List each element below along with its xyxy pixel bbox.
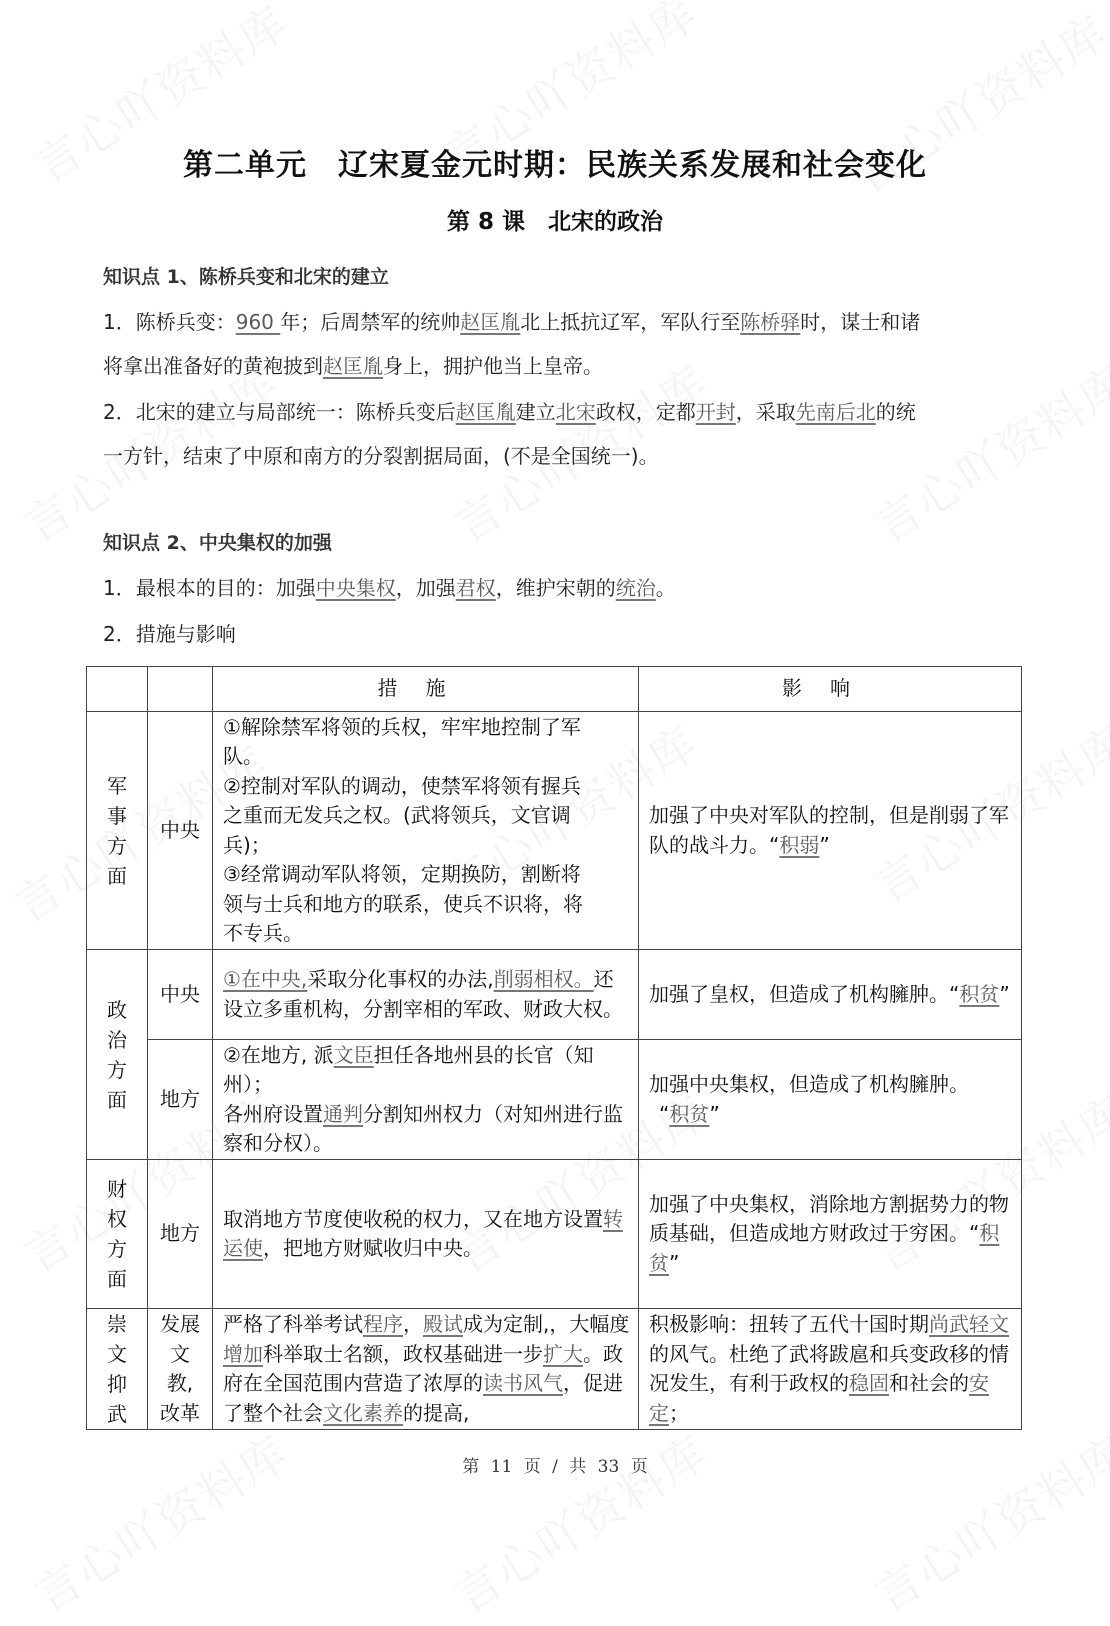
answer-blank: 程序 xyxy=(363,1312,403,1336)
measure-cell-culture xyxy=(213,1309,639,1430)
category-cell-politics xyxy=(87,950,148,1160)
impact-cell-politics-central xyxy=(639,950,1022,1040)
text: 取消地方节度使收税的权力，又在地方设置 xyxy=(223,1206,603,1231)
impact-cell-military xyxy=(639,712,1022,950)
text: 政权，定都 xyxy=(595,400,696,424)
watermark xyxy=(860,1417,1110,1626)
answer-blank: 削弱相权。 xyxy=(493,967,594,991)
category-char: 军 xyxy=(107,773,127,798)
text: 各州府设置 xyxy=(223,1101,323,1126)
category-char: 面 xyxy=(107,1267,127,1291)
answer-blank: 先南后北 xyxy=(795,400,876,424)
measure-line: 领与士兵和地方的联系，使兵不识将，将 xyxy=(223,891,583,916)
category-char: 方 xyxy=(107,833,127,858)
text: 1．陈桥兵变： xyxy=(103,310,236,334)
impact-cell-finance xyxy=(639,1160,1022,1309)
text: 将拿出准备好的黄袍披到 xyxy=(103,354,323,378)
measure-cell-military xyxy=(213,712,639,950)
text: ，采取 xyxy=(735,400,796,424)
text: 建立 xyxy=(515,400,556,424)
answer-blank: ①在中央, xyxy=(223,967,308,991)
text: ” xyxy=(669,1250,680,1275)
answer-blank: 殿试 xyxy=(423,1312,463,1336)
answer-blank: 积贫 xyxy=(669,1101,710,1126)
measure-cell-finance xyxy=(213,1160,639,1309)
text: 加强了中央对军队的控制，但是削弱了军队的战斗力。“ xyxy=(649,803,1009,857)
answer-blank: 960 xyxy=(235,310,281,334)
answer-blank: 积弱 xyxy=(779,832,820,857)
answer-blank: 积贫 xyxy=(649,1221,1000,1275)
text: 加强了中央集权，消除地方割据势力的物质基础，但造成地方财政过于穷困。“ xyxy=(649,1191,1009,1246)
measure-line: 队。 xyxy=(223,744,263,768)
kp1-item1-line1 xyxy=(103,306,920,335)
answer-blank: 文臣 xyxy=(333,1042,374,1067)
text: 严格了科举考试 xyxy=(223,1312,363,1336)
table-row-finance xyxy=(87,1160,1022,1309)
answer-blank: 尚武轻文 xyxy=(929,1312,1009,1336)
measure-line: ①解除禁军将领的兵权，牢牢地控制了军 xyxy=(223,714,581,739)
text: 。 xyxy=(655,576,676,600)
text: 担任各地州县的长官（知州）； xyxy=(223,1042,594,1096)
answer-blank: 开封 xyxy=(695,400,736,424)
level-line: 文 xyxy=(170,1341,190,1366)
text: 2．北宋的建立与局部统一：陈桥兵变后 xyxy=(103,400,456,424)
answer-blank: 统治 xyxy=(615,576,656,600)
text: ” xyxy=(999,981,1010,1006)
answer-blank: 增加 xyxy=(223,1341,263,1366)
header-cell-measures: 措施 xyxy=(213,667,639,712)
answer-blank: 赵匡胤 xyxy=(460,310,521,334)
answer-blank: 文化素养 xyxy=(323,1400,403,1425)
kp2-item2: 2．措施与影响 xyxy=(103,622,236,646)
impact-cell-culture xyxy=(639,1309,1022,1430)
text: 时，谋士和诸 xyxy=(800,310,921,334)
category-char: 方 xyxy=(107,1057,127,1082)
text: ②在地方, 派 xyxy=(223,1042,334,1067)
category-char: 面 xyxy=(107,1087,127,1112)
text: ，维护宋朝的 xyxy=(495,576,616,600)
page-number-footer: 第 11 页 / 共 33 页 xyxy=(462,1457,648,1477)
text: 的风气。杜绝了武将跋扈和兵变政移的情况发生，有利于政权的 xyxy=(649,1341,1009,1395)
table-row-military xyxy=(87,712,1022,950)
level-cell-culture xyxy=(148,1309,213,1430)
text: ” xyxy=(709,1101,720,1126)
measure-cell-politics-local xyxy=(213,1040,639,1160)
watermark xyxy=(860,347,1110,556)
category-char: 文 xyxy=(107,1342,127,1366)
impact-cell-politics-local xyxy=(639,1040,1022,1160)
kp1-item2-line1 xyxy=(103,396,916,425)
text: 的统 xyxy=(875,400,916,424)
measure-line: ②控制对军队的调动，使禁军将领有握兵 xyxy=(223,773,581,798)
category-char: 面 xyxy=(107,863,127,888)
category-cell-finance xyxy=(87,1160,148,1309)
table-row-politics-local xyxy=(87,1040,1022,1160)
answer-blank: 稳固 xyxy=(849,1371,889,1395)
text: 北上抵抗辽军，军队行至 xyxy=(520,310,741,334)
measure-line: ③经常调动军队将领，定期换防，割断将 xyxy=(223,862,581,886)
text: 和社会的 xyxy=(889,1371,969,1395)
category-cell-military xyxy=(87,712,148,950)
table-row-culture xyxy=(87,1309,1022,1430)
knowledge-point-1-heading: 知识点 1、陈桥兵变和北宋的建立 xyxy=(103,266,389,288)
text: “ xyxy=(659,1101,670,1126)
level-line: 发展 xyxy=(160,1312,200,1336)
level-cell: 中央 xyxy=(148,712,213,950)
text: 身上，拥护他当上皇帝。 xyxy=(383,354,603,378)
category-char: 方 xyxy=(107,1237,127,1261)
text: ，加强 xyxy=(395,576,456,600)
answer-blank: 通判 xyxy=(323,1101,363,1126)
text: ” xyxy=(819,832,830,857)
header-cell-category xyxy=(87,667,148,712)
table-header-row xyxy=(87,667,1022,712)
measure-cell-politics-central xyxy=(213,950,639,1040)
text: 年；后周禁军的统帅 xyxy=(280,310,461,334)
measure-line: 兵)； xyxy=(223,832,271,857)
unit-title: 第二单元 辽宋夏金元时期：民族关系发展和社会变化 xyxy=(183,148,927,183)
category-cell-culture xyxy=(87,1309,148,1430)
lesson-title: 第 8 课 北宋的政治 xyxy=(446,209,664,235)
level-line: 教, xyxy=(166,1371,194,1395)
measures-impact-table xyxy=(86,666,1022,1430)
level-cell: 地方 xyxy=(148,1040,213,1160)
text: 。政府在全国范围内营造了浓厚的 xyxy=(223,1341,623,1395)
category-char: 事 xyxy=(107,803,127,828)
text: 积极影响：扭转了五代十国时期 xyxy=(649,1312,929,1336)
category-char: 治 xyxy=(107,1027,127,1052)
category-char: 崇 xyxy=(107,1312,127,1336)
category-char: 武 xyxy=(107,1402,127,1426)
answer-blank: 中央集权 xyxy=(315,576,396,600)
answer-blank: 赵匡胤 xyxy=(455,400,516,424)
category-char: 财 xyxy=(107,1177,127,1201)
category-char: 抑 xyxy=(107,1372,127,1396)
answer-blank: 君权 xyxy=(455,576,496,600)
answer-blank: 读书风气 xyxy=(483,1371,563,1395)
level-cell: 地方 xyxy=(148,1160,213,1309)
kp2-item1 xyxy=(103,572,676,601)
category-char: 政 xyxy=(107,997,127,1022)
watermark xyxy=(440,1417,719,1626)
watermark xyxy=(20,1417,299,1626)
answer-blank: 北宋 xyxy=(555,400,596,424)
kp1-item1-line2 xyxy=(103,350,603,379)
text: 科举取士名额，政权基础进一步 xyxy=(263,1341,543,1366)
kp1-item2-line2: 一方针，结束了中原和南方的分裂割据局面，(不是全国统一)。 xyxy=(103,444,659,468)
answer-blank: 积贫 xyxy=(959,981,1000,1006)
text: 采取分化事权的办法, xyxy=(307,967,494,991)
answer-blank: 扩大 xyxy=(543,1341,583,1366)
level-line: 改革 xyxy=(160,1400,200,1425)
text: 加强了皇权，但造成了机构臃肿。“ xyxy=(649,981,960,1006)
text: ， xyxy=(403,1312,423,1336)
text: ，把地方财赋收归中央。 xyxy=(263,1236,483,1260)
text: 加强中央集权，但造成了机构臃肿。 xyxy=(649,1072,969,1096)
answer-blank: 转运使 xyxy=(223,1206,623,1260)
header-cell-impact: 影响 xyxy=(639,667,1022,712)
level-cell: 中央 xyxy=(148,950,213,1040)
answer-blank: 陈桥驿 xyxy=(740,310,801,334)
text: ； xyxy=(669,1400,689,1425)
text: 还设立多重机构，分割宰相的军政、财政大权。 xyxy=(223,967,623,1021)
category-char: 权 xyxy=(107,1207,127,1231)
text: ，促进了整个社会 xyxy=(223,1371,623,1425)
text: 1．最根本的目的：加强 xyxy=(103,576,316,600)
measure-line: 之重而无发兵之权。(武将领兵，文官调 xyxy=(223,803,571,827)
measure-line: 不专兵。 xyxy=(223,921,303,945)
text: 分割知州权力（对知州进行监察和分权）。 xyxy=(223,1101,623,1155)
answer-blank: 赵匡胤 xyxy=(323,354,383,378)
answer-blank: 安定 xyxy=(649,1371,989,1425)
text: 的提高, xyxy=(403,1400,470,1425)
table-row-politics-central xyxy=(87,950,1022,1040)
header-cell-level xyxy=(148,667,213,712)
knowledge-point-2-heading: 知识点 2、中央集权的加强 xyxy=(103,532,332,554)
text: 成为定制,，大幅度 xyxy=(463,1312,630,1336)
